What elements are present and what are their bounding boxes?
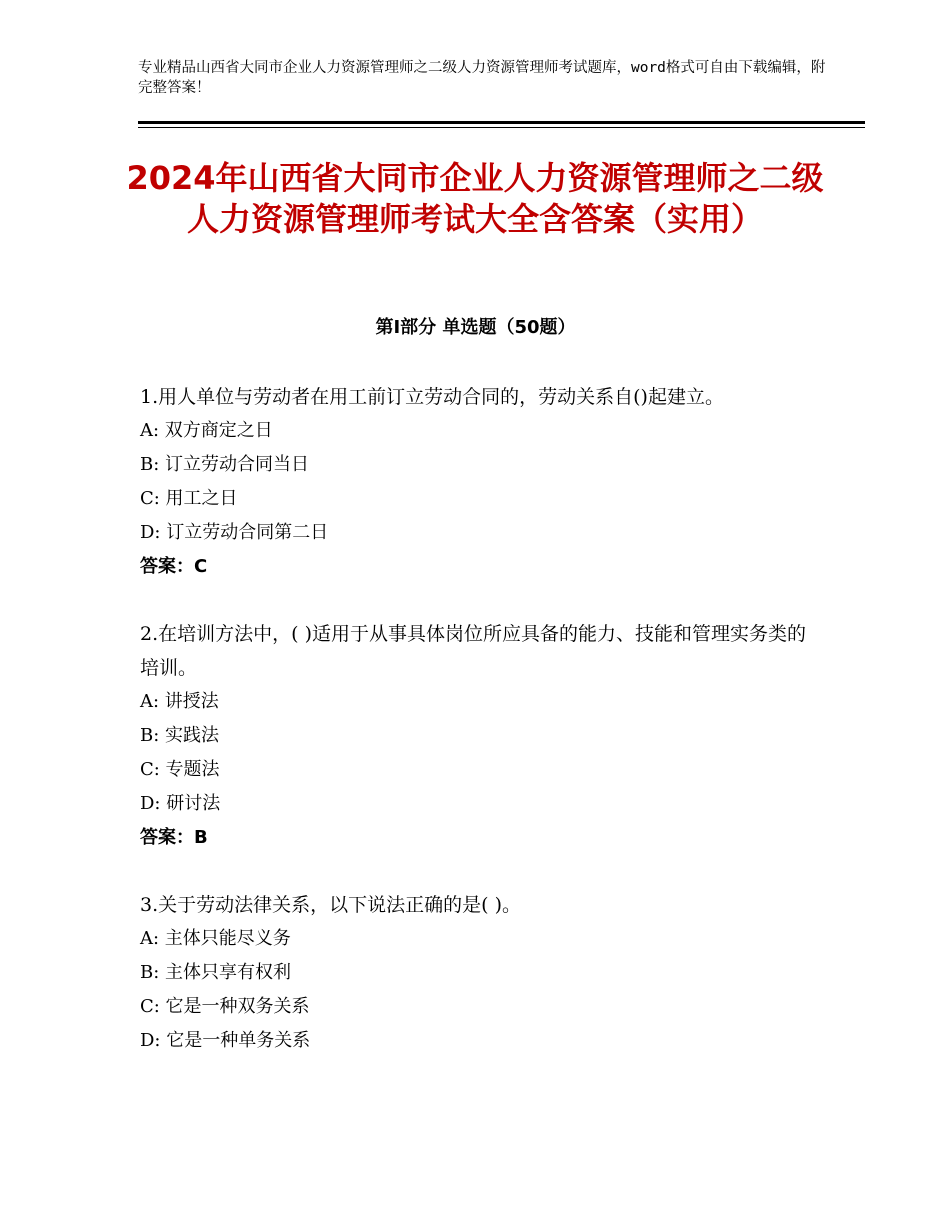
question-item — [140, 380, 820, 584]
option-a: A: 主体只能尽义务 — [140, 928, 291, 949]
header-note: 专业精品山西省大同市企业人力资源管理师之二级人力资源管理师考试题库，word格式可自由下载编辑，附完整答案！ — [138, 60, 826, 96]
option-d: D: 订立劳动合同第二日 — [140, 522, 329, 543]
document-title: 2024年山西省大同市企业人力资源管理师之二级人力资源管理师考试大全含答案（实用） — [126, 159, 824, 238]
question-stem: 2.在培训方法中，( )适用于从事具体岗位所应具备的能力、技能和管理实务类的培训。 — [140, 623, 806, 679]
option-d: D: 它是一种单务关系 — [140, 1030, 311, 1051]
header-divider-thin — [138, 127, 865, 128]
option-b: B: 订立劳动合同当日 — [140, 454, 310, 475]
answer-line: 答案：C — [140, 556, 208, 577]
option-b: B: 主体只享有权利 — [140, 962, 292, 983]
option-d: D: 研讨法 — [140, 793, 221, 814]
question-stem: 1.用人单位与劳动者在用工前订立劳动合同的，劳动关系自()起建立。 — [140, 386, 724, 408]
option-c: C: 用工之日 — [140, 488, 238, 509]
option-a: A: 讲授法 — [140, 691, 219, 712]
question-item — [140, 617, 820, 855]
section-heading: 第Ⅰ部分 单选题（50题） — [375, 317, 576, 338]
header-divider-thick — [138, 121, 865, 124]
question-list — [140, 380, 820, 1091]
option-c: C: 专题法 — [140, 759, 220, 780]
question-item — [140, 888, 820, 1058]
option-b: B: 实践法 — [140, 725, 220, 746]
answer-line: 答案：B — [140, 827, 208, 848]
option-c: C: 它是一种双务关系 — [140, 996, 310, 1017]
question-stem: 3.关于劳动法律关系，以下说法正确的是( )。 — [140, 894, 521, 916]
option-a: A: 双方商定之日 — [140, 420, 273, 441]
